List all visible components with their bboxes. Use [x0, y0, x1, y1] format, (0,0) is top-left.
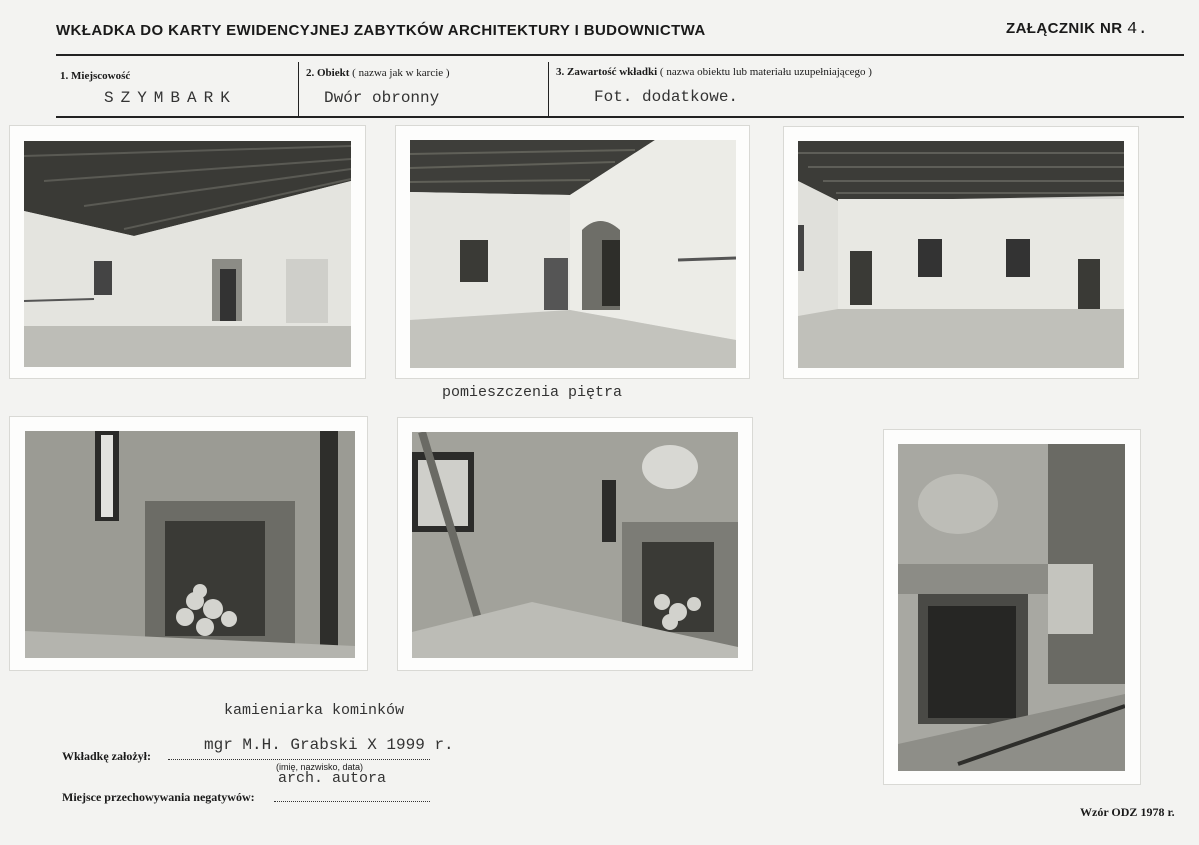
caption-fireplaces: kamieniarka kominków: [224, 702, 405, 719]
negatives-label: Miejsce przechowywania negatywów:: [62, 790, 255, 804]
locality-label: 1. Miejscowość: [60, 70, 131, 82]
field-divider: [548, 62, 549, 116]
fields-rule: [56, 116, 1184, 118]
content-label: [556, 66, 872, 78]
photo-fireplace-1: [10, 417, 367, 670]
locality-value: SZYMBARK: [104, 89, 237, 107]
caption-upper-rooms: pomieszczenia piętra: [442, 384, 623, 401]
created-by-label: Wkładkę założył:: [62, 749, 151, 763]
photo-upper-room-2: [396, 126, 749, 378]
content-value: Fot. dodatkowe.: [594, 88, 739, 106]
form-title: WKŁADKA DO KARTY EWIDENCYJNEJ ZABYTKÓW ARCHITEKTURY I BUDOWNICTWA: [56, 22, 706, 39]
negatives-value: arch. autora: [278, 770, 387, 787]
object-value: Dwór obronny: [324, 89, 440, 107]
annex-number: 4.: [1127, 20, 1149, 39]
created-by-value: mgr M.H. Grabski X 1999 r.: [204, 736, 454, 754]
annex-label-text: ZAŁĄCZNIK NR: [1006, 20, 1123, 37]
photo-upper-room-1: [10, 126, 365, 378]
content-label-text: 3. Zawartość wkładki: [556, 66, 658, 78]
created-by-line: [168, 759, 430, 760]
photo-fireplace-3: [884, 430, 1140, 784]
photo-fireplace-2: [398, 418, 752, 670]
object-label: [306, 67, 450, 79]
created-by-hint: (imię, nazwisko, data): [276, 762, 364, 772]
content-label-hint: ( nazwa obiektu lub materiału uzupełniającego ): [659, 66, 872, 78]
object-label-text: 2. Obiekt: [306, 67, 350, 79]
negatives-line: [274, 801, 430, 802]
header-rule: [56, 54, 1184, 56]
object-label-hint: ( nazwa jak w karcie ): [352, 67, 450, 79]
annex-label: [1006, 20, 1148, 39]
photo-upper-room-3: [784, 127, 1138, 378]
field-divider: [298, 62, 299, 116]
form-code: Wzór ODZ 1978 r.: [1080, 805, 1175, 819]
